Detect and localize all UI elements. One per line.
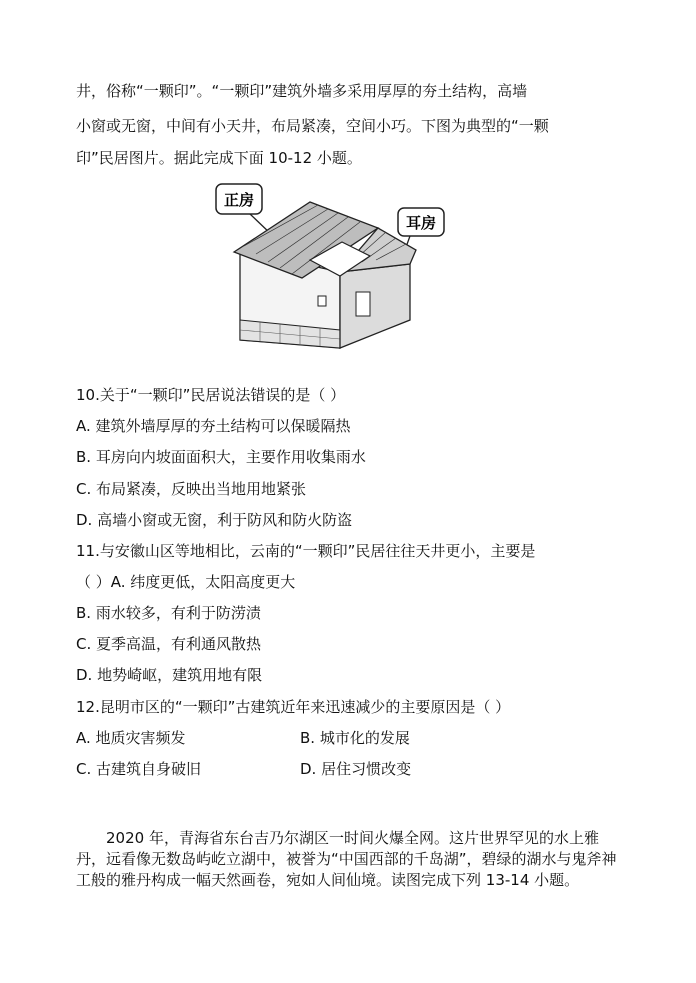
q10-option-c: C. 布局紧凑，反映出当地用地紧张 (76, 480, 307, 498)
q12-options-row-2 (76, 759, 636, 779)
right-wall (340, 264, 410, 348)
label-side-house: 耳房 (405, 214, 437, 232)
q10-stem: 10.关于“一颗印”民居说法错误的是（ ） (76, 386, 346, 404)
q12-option-b: B. 城市化的发展 (300, 729, 410, 747)
passage-2: 2020 年，青海省东台吉乃尔湖区一时间火爆全网。这片世界罕见的水上雅丹，远看像无数岛屿屹立湖中，被誉为“中国西部的千岛湖”，碧绿的湖水与鬼斧神工般的雅丹构成一幅天然画卷，宛如人间仙境。读图完成下列 13-14 小题。 (76, 829, 617, 889)
q10-option-a: A. 建筑外墙厚厚的夯土结构可以保暖隔热 (76, 417, 351, 435)
q11-stem: 11.与安徽山区等地相比，云南的“一颗印”民居往往天井更小，主要是 (76, 542, 536, 560)
intro-line-3: 印”民居图片。据此完成下面 10-12 小题。 (76, 149, 362, 167)
q10-option-b: B. 耳房向内坡面面积大，主要作用收集雨水 (76, 448, 366, 466)
q10-option-d: D. 高墙小窗或无窗，利于防风和防火防盗 (76, 511, 353, 529)
q12-option-a: A. 地质灾害频发 (76, 729, 186, 747)
q12-options-row-1 (76, 728, 636, 748)
q11-option-b: B. 雨水较多，有利于防涝渍 (76, 604, 261, 622)
yikeyin-house-figure (210, 180, 446, 350)
intro-line-2: 小窗或无窗，中间有小天井，布局紧凑，空间小巧。下图为典型的“一颗 (76, 117, 549, 135)
q12-option-d: D. 居住习惯改变 (300, 760, 412, 778)
label-main-house: 正房 (223, 191, 255, 209)
q12-stem: 12.昆明市区的“一颗印”古建筑近年来迅速减少的主要原因是（ ） (76, 698, 511, 716)
q11-option-d: D. 地势崎岖，建筑用地有限 (76, 666, 263, 684)
q12-option-c: C. 古建筑自身破旧 (76, 760, 202, 778)
intro-line-1: 井，俗称“一颗印”。“一颗印”建筑外墙多采用厚厚的夯土结构，高墙 (76, 82, 528, 100)
small-window (318, 296, 326, 306)
q11-option-c: C. 夏季高温，有利通风散热 (76, 635, 262, 653)
q11-stem-option-a: （ ）A. 纬度更低，太阳高度更大 (76, 573, 296, 591)
door (356, 292, 370, 316)
